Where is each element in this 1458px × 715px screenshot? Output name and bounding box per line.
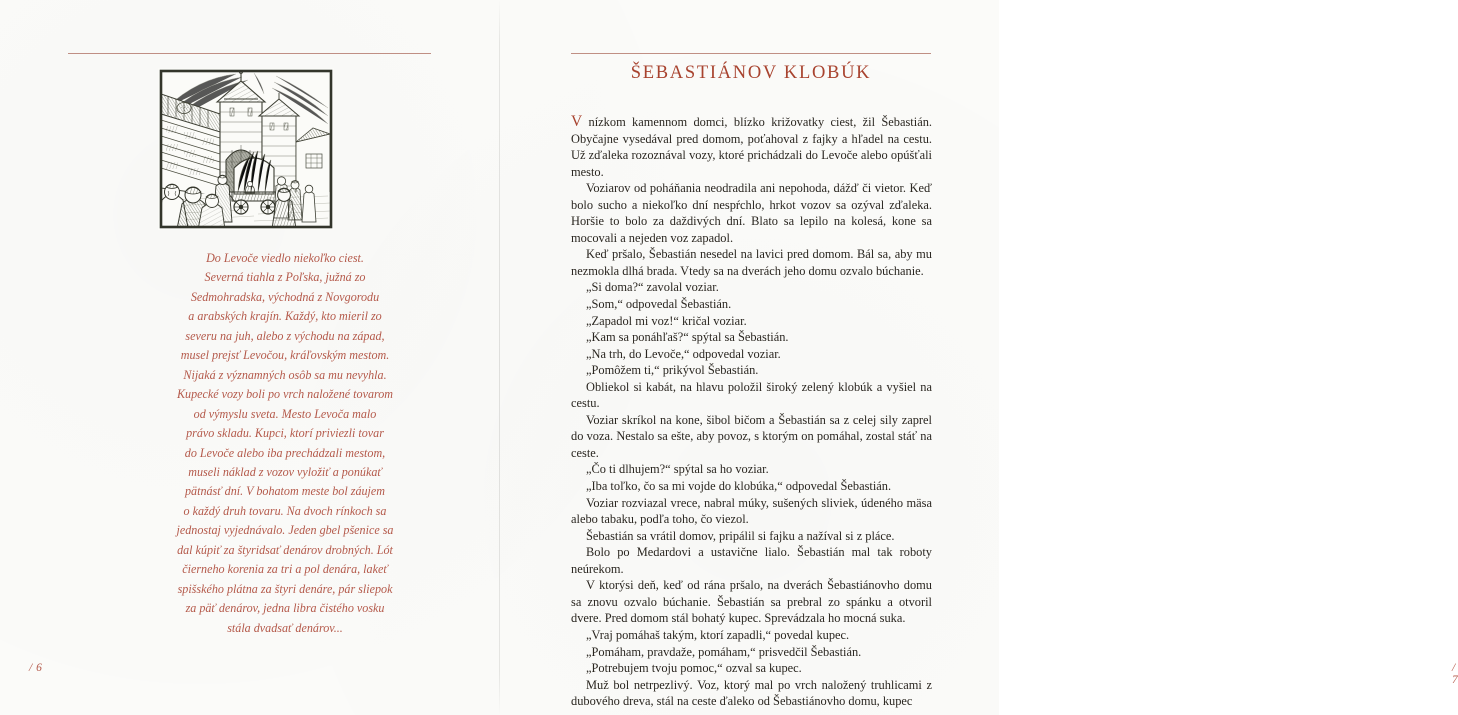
caption-line: museli náklad z vozov vyložiť a ponúkať xyxy=(188,464,382,479)
caption-line: jednostaj vyjednávalo. Jeden gbel pšenice sa xyxy=(176,523,394,538)
dialogue-line: „Vraj pomáhaš takým, ktorí zapadli,“ povedal kupec. xyxy=(586,627,850,642)
dialogue-line: „Potrebujem tvoju pomoc,“ ozval sa kupec. xyxy=(586,661,802,676)
page-number-right: / 7 xyxy=(1452,662,1458,686)
dialogue-line: „Som,“ odpovedal Šebastián. xyxy=(586,297,732,312)
paragraph: Šebastián sa vrátil domov, pripálil si fajku a nažíval si z pláce. xyxy=(586,528,895,543)
caption-line: právo skladu. Kupci, ktorí priviezli tovar xyxy=(186,426,384,441)
caption-line: Do Levoče viedlo niekoľko ciest. xyxy=(206,251,364,265)
caption-line: pätnásť dní. V bohatom meste bol záujem xyxy=(184,484,386,499)
paragraph: V ktorýsi deň, keď od rána pršalo, na dverách Šebastiánovho domu sa znovu ozvalo búchanie. Šebastián sa prebral zo spánku a otvoril dvere. Pred domom stál bohatý kupec. Sprevádzala ho mocná suka. xyxy=(571,578,932,626)
left-page-top-rule xyxy=(68,53,431,54)
right-page-top-rule xyxy=(571,53,931,54)
caption-line: za päť denárov, jedna libra čistého vosku xyxy=(185,601,385,616)
chapter-title: ŠEBASTIÁNOV KLOBÚK xyxy=(630,63,872,83)
paragraph-text: nízkom kamennom domci, blízko križovatky ciest, žil Šebastián. Obyčajne vysedával pred domom, poťahoval z fajky a hľadel na cestu. Už zďaleka rozoznával vozy, ktoré prichádzali do Levoče alebo opúšťali mesto. xyxy=(571,115,932,179)
dialogue-line: „Na trh, do Levoče,“ odpovedal voziar. xyxy=(586,346,781,361)
caption-line: od výmyslu sveta. Mesto Levoča malo xyxy=(193,406,377,421)
caption-line: Severná tiahla z Poľska, južná zo xyxy=(204,270,366,285)
paragraph: Bolo po Medardovi a ustavične lialo. Šebastián mal tak roboty neúrekom. xyxy=(571,545,932,576)
caption-line: spišského plátna za štyri denáre, pár sliepok xyxy=(177,581,393,596)
paragraph: Voziarov od poháňania neodradila ani nepohoda, dážď či vietor. Keď bolo sucho a niekoľko dní nespŕchlo, hrkot vozov sa ozýval zďaleka. Horšie to bolo za daždivých dní. Blato sa lepilo na kolesá, kone sa mocovali a nejeden voz zapadol. xyxy=(571,181,932,245)
left-page xyxy=(0,0,500,715)
paragraph: Voziar skríkol na kone, šibol bičom a Šebastián sa z celej sily zaprel do voza. Nestalo sa ešte, aby povoz, s ktorým on pomáhal, zostal stáť na ceste. xyxy=(571,412,932,460)
paragraph-opening xyxy=(571,114,932,180)
dialogue-line: „Iba toľko, čo sa mi vojde do klobúka,“ odpovedal Šebastián. xyxy=(586,479,892,494)
caption-line: Sedmohradska, východná z Novgorodu xyxy=(190,289,380,304)
dialogue-line: „Pomôžem ti,“ prikývol Šebastián. xyxy=(586,363,759,378)
caption-line: Nijaká z významných osôb sa mu nevyhla. xyxy=(183,367,387,382)
right-page xyxy=(500,0,1458,715)
illustration-caption xyxy=(140,249,430,638)
paragraph: Voziar rozviazal vrece, nabral múky, sušených sliviek, údeného mäsa alebo tabaku, podľa toho, čo viezol. xyxy=(571,495,932,527)
dialogue-line: „Čo ti dlhujem?“ spýtal sa ho voziar. xyxy=(586,462,769,477)
page-number-left: / 6 xyxy=(29,662,43,674)
dialogue-line: „Pomáham, pravdaže, pomáham,“ prisvedčil Šebastián. xyxy=(586,644,862,659)
caption-line: do Levoče alebo iba prechádzali mestom, xyxy=(184,445,386,460)
caption-line: dal kúpiť za štyridsať denárov drobných. Lót xyxy=(177,542,393,557)
caption-line: o každý druh tovaru. Na dvoch rínkoch sa xyxy=(183,503,387,518)
dialogue-line: „Zapadol mi voz!“ kričal voziar. xyxy=(586,313,747,328)
caption-line: severu na juh, alebo z východu na západ, xyxy=(185,328,385,343)
paragraph: Keď pršalo, Šebastián nesedel na lavici pred domom. Bál sa, aby mu nezmokla dlhá brada. Vtedy sa na dverách jeho domu ozvalo búchanie. xyxy=(571,247,932,278)
caption-line: čierneho korenia za tri a pol denára, lakeť xyxy=(182,562,388,577)
paragraph: Obliekol si kabát, na hlavu položil široký zelený klobúk a vyšiel na cestu. xyxy=(571,379,932,411)
body-text-column xyxy=(571,114,932,710)
caption-line: Kupecké vozy boli po vrch naložené tovarom xyxy=(176,387,394,402)
woodcut-illustration xyxy=(158,68,334,230)
caption-line: a arabských krajín. Každý, kto mieril zo xyxy=(188,309,382,324)
dialogue-line: „Kam sa ponáhľaš?“ spýtal sa Šebastián. xyxy=(586,330,789,345)
drop-cap: V xyxy=(571,113,583,130)
caption-line: musel prejsť Levočou, kráľovským mestom. xyxy=(180,348,390,363)
caption-line: stála dvadsať denárov... xyxy=(227,620,343,635)
paragraph-continued: Muž bol netrpezlivý. Voz, ktorý mal po vrch naložený truhlicami z dubového dreva, stál na ceste ďaleko od Šebastiánovho domu, kupec xyxy=(571,677,932,709)
dialogue-line: „Si doma?“ zavolal voziar. xyxy=(586,280,719,295)
